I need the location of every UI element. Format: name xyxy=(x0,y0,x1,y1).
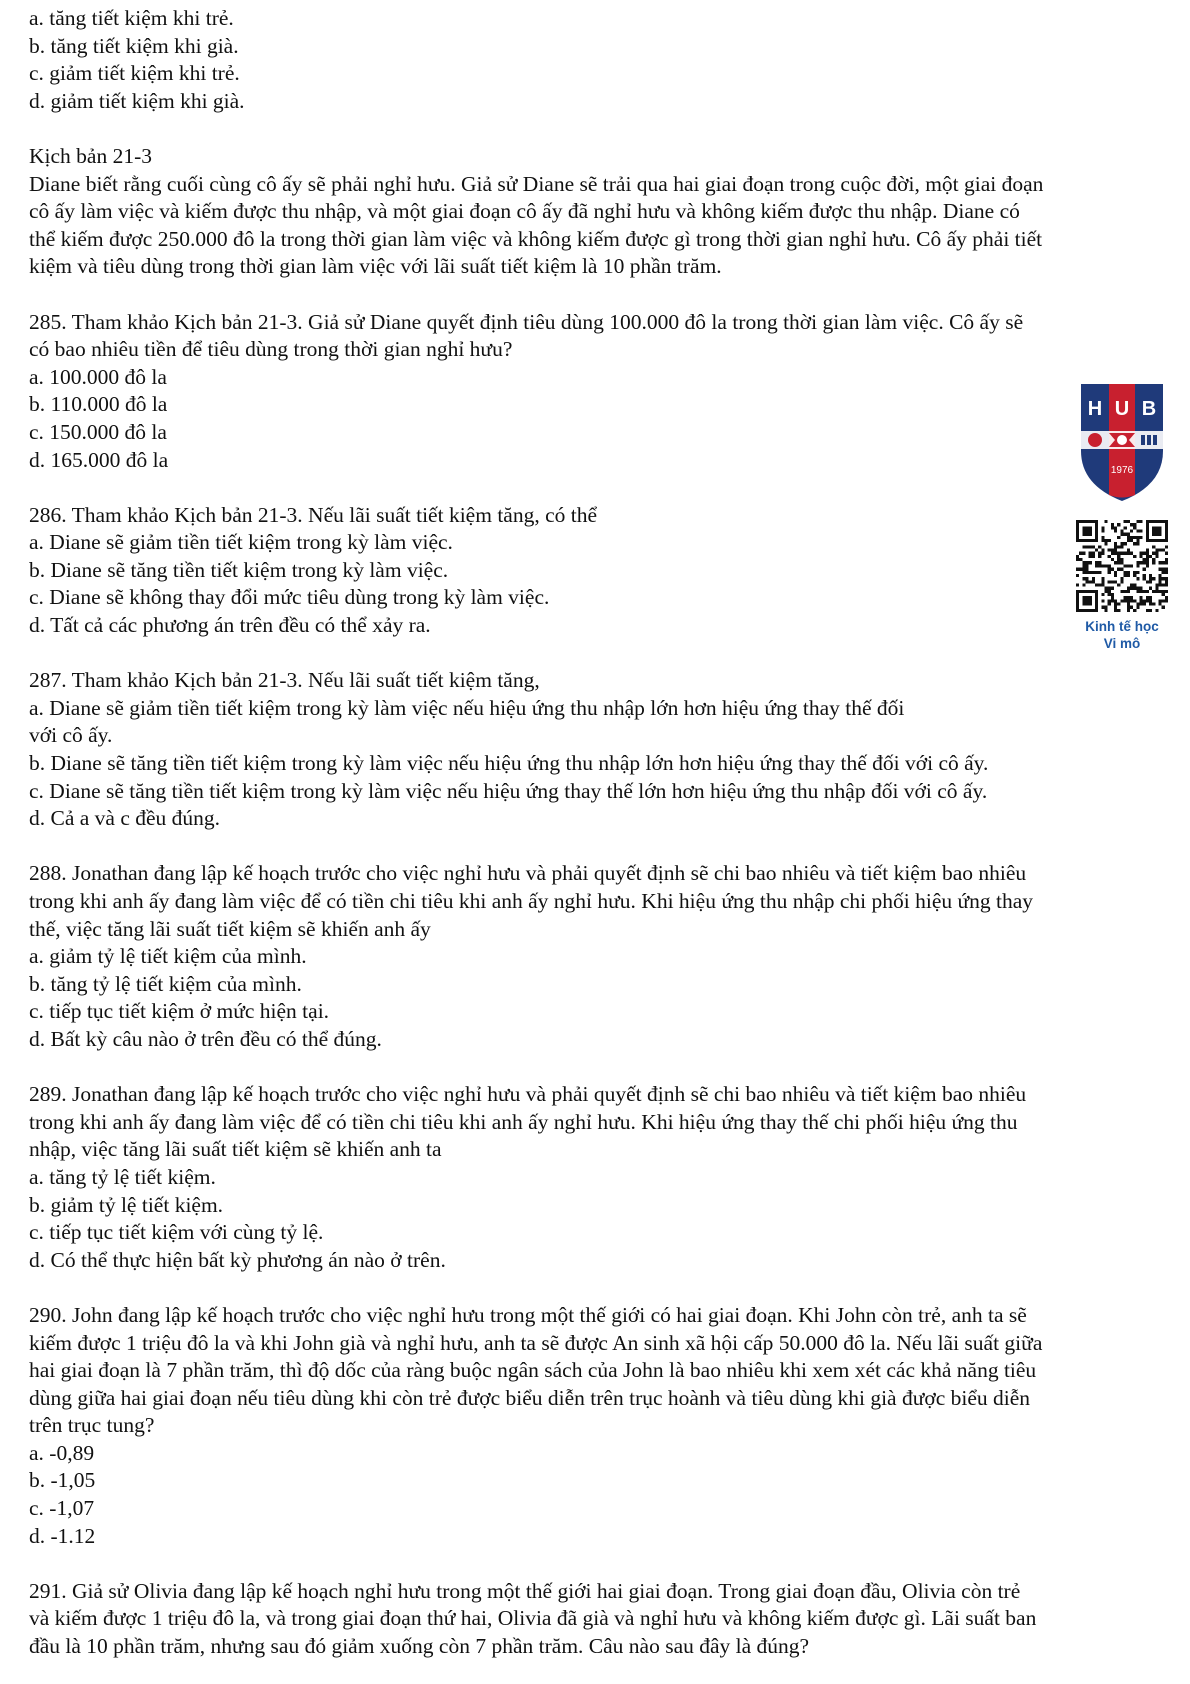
hub-logo-badge xyxy=(1073,373,1171,652)
spacer xyxy=(29,640,1179,668)
option-b: b. -1,05 xyxy=(29,1468,96,1493)
option-d: d. Có thể thực hiện bất kỳ phương án nào ở trên. xyxy=(29,1247,446,1272)
logo-caption-line-1: Kinh tế học xyxy=(1085,619,1159,634)
question-text: dùng giữa hai giai đoạn nếu tiêu dùng khi còn trẻ được biểu diễn trên trục hoành và tiêu dùng khi già được biểu diễn xyxy=(29,1385,1031,1410)
question-text: trong khi anh ấy đang làm việc để có tiền chi tiêu khi anh ấy nghỉ hưu. Khi hiệu ứng thu nhập chi phối hiệu ứng thay xyxy=(29,889,1034,913)
logo-letter-u: U xyxy=(1114,398,1130,420)
logo-year: 1976 xyxy=(1110,465,1134,476)
scenario-line: Diane biết rằng cuối cùng cô ấy sẽ phải nghỉ hưu. Giả sử Diane sẽ trải qua hai giai đoạn trong cuộc đời, một giai đoạn xyxy=(29,171,1044,196)
spacer xyxy=(29,115,1179,143)
option-d: d. Cả a và c đều đúng. xyxy=(29,806,221,831)
scenario-title: Kịch bản 21-3 xyxy=(29,143,152,168)
option-c: c. -1,07 xyxy=(29,1496,95,1521)
question-text: 285. Tham khảo Kịch bản 21-3. Giả sử Diane quyết định tiêu dùng 100.000 đô la trong thời gian làm việc. Cô ấy sẽ xyxy=(29,309,1024,334)
question-285 xyxy=(29,309,1179,475)
option-a: a. Diane sẽ giảm tiền tiết kiệm trong kỳ làm việc. xyxy=(29,530,453,555)
scenario-line: thể kiếm được 250.000 đô la trong thời gian làm việc và không kiếm được gì trong thời gian nghỉ hưu. Cô ấy phải tiết xyxy=(29,226,1043,251)
option-a-continued: với cô ấy. xyxy=(29,723,113,748)
question-text: nhập, việc tăng lãi suất tiết kiệm sẽ khiến anh ta xyxy=(29,1137,442,1162)
question-text: 286. Tham khảo Kịch bản 21-3. Nếu lãi suất tiết kiệm tăng, có thể xyxy=(29,502,598,527)
question-text: có bao nhiêu tiền để tiêu dùng trong thời gian nghỉ hưu? xyxy=(29,337,513,362)
logo-caption xyxy=(1085,618,1159,652)
option-c: c. 150.000 đô la xyxy=(29,419,167,444)
spacer xyxy=(29,1550,1179,1578)
option-a: a. tăng tiết kiệm khi trẻ. xyxy=(29,6,234,30)
hub-shield-logo-icon xyxy=(1077,373,1167,505)
spacer xyxy=(29,281,1179,309)
qr-code-icon xyxy=(1076,520,1168,612)
option-b: b. Diane sẽ tăng tiền tiết kiệm trong kỳ làm việc nếu hiệu ứng thu nhập lớn hơn hiệu ứng thay thế đối với cô ấy. xyxy=(29,751,989,776)
question-text: và kiếm được 1 triệu đô la, và trong giai đoạn thứ hai, Olivia đã già và nghỉ hưu và không kiếm được gì. Lãi suất ban xyxy=(29,1606,1037,1631)
option-b: b. Diane sẽ tăng tiền tiết kiệm trong kỳ làm việc. xyxy=(29,557,449,582)
spacer xyxy=(29,1054,1179,1082)
option-a: a. tăng tỷ lệ tiết kiệm. xyxy=(29,1164,216,1189)
question-text: 290. John đang lập kế hoạch trước cho việc nghỉ hưu trong một thế giới có hai giai đoạn. Khi John còn trẻ, anh ta sẽ xyxy=(29,1302,1027,1327)
option-c: c. giảm tiết kiệm khi trẻ. xyxy=(29,61,240,86)
question-text: kiếm được 1 triệu đô la và khi John già và nghỉ hưu, anh ta sẽ được An sinh xã hội cấp 50.000 đô la. Nếu lãi suất giữa xyxy=(29,1330,1043,1355)
question-289 xyxy=(29,1081,1179,1274)
option-a: a. giảm tỷ lệ tiết kiệm của mình. xyxy=(29,944,307,969)
logo-letter-b: B xyxy=(1141,398,1157,420)
option-b: b. giảm tỷ lệ tiết kiệm. xyxy=(29,1192,224,1217)
option-b: b. tăng tỷ lệ tiết kiệm của mình. xyxy=(29,971,302,996)
question-text: trên trục tung? xyxy=(29,1413,155,1438)
question-text: hai giai đoạn là 7 phần trăm, thì độ dốc của ràng buộc ngân sách của John là bao nhiêu khi xem xét các khả năng tiêu xyxy=(29,1358,1037,1383)
scenario-line: kiệm và tiêu dùng trong thời gian làm việc với lãi suất tiết kiệm là 10 phần trăm. xyxy=(29,254,722,279)
scenario-line: cô ấy làm việc và kiếm được thu nhập, và một giai đoạn cô ấy đã nghỉ hưu và không kiếm được thu nhập. Diane có xyxy=(29,199,1020,224)
option-a: a. 100.000 đô la xyxy=(29,364,167,389)
option-d: d. 165.000 đô la xyxy=(29,447,169,472)
question-text: đầu là 10 phần trăm, nhưng sau đó giảm xuống còn 7 phần trăm. Câu nào sau đây là đúng? xyxy=(29,1634,810,1659)
option-d: d. -1.12 xyxy=(29,1523,96,1548)
scenario-21-3 xyxy=(29,143,1179,281)
question-288 xyxy=(29,860,1179,1053)
options-block-top xyxy=(29,5,1179,115)
question-text: trong khi anh ấy đang làm việc để có tiền chi tiêu khi anh ấy nghỉ hưu. Khi hiệu ứng thay thế chi phối hiệu ứng thu xyxy=(29,1109,1018,1134)
option-a: a. -0,89 xyxy=(29,1440,95,1465)
question-290 xyxy=(29,1302,1179,1550)
logo-caption-line-2: Vi mô xyxy=(1103,636,1141,651)
option-c: c. tiếp tục tiết kiệm ở mức hiện tại. xyxy=(29,999,330,1024)
spacer xyxy=(29,474,1179,502)
option-d: d. Bất kỳ câu nào ở trên đều có thể đúng. xyxy=(29,1026,382,1051)
spacer xyxy=(29,833,1179,861)
question-text: 287. Tham khảo Kịch bản 21-3. Nếu lãi suất tiết kiệm tăng, xyxy=(29,668,540,693)
option-b: b. tăng tiết kiệm khi già. xyxy=(29,33,239,58)
option-c: c. Diane sẽ không thay đổi mức tiêu dùng trong kỳ làm việc. xyxy=(29,585,550,610)
question-text: 289. Jonathan đang lập kế hoạch trước cho việc nghỉ hưu và phải quyết định sẽ chi bao nhiêu và tiết kiệm bao nhiêu xyxy=(29,1082,1027,1107)
document-content xyxy=(29,5,1179,1661)
option-c: c. Diane sẽ tăng tiền tiết kiệm trong kỳ làm việc nếu hiệu ứng thay thế lớn hơn hiệu ứng thu nhập đối với cô ấy. xyxy=(29,778,988,803)
option-d: d. giảm tiết kiệm khi già. xyxy=(29,88,245,113)
option-d: d. Tất cả các phương án trên đều có thể xảy ra. xyxy=(29,613,431,638)
question-text: 291. Giả sử Olivia đang lập kế hoạch nghỉ hưu trong một thế giới hai giai đoạn. Trong giai đoạn đầu, Olivia còn trẻ xyxy=(29,1578,1021,1603)
question-287 xyxy=(29,667,1179,833)
spacer xyxy=(29,1274,1179,1302)
option-c: c. tiếp tục tiết kiệm với cùng tỷ lệ. xyxy=(29,1220,324,1245)
question-291 xyxy=(29,1578,1179,1661)
question-text: 288. Jonathan đang lập kế hoạch trước cho việc nghỉ hưu và phải quyết định sẽ chi bao nhiêu và tiết kiệm bao nhiêu xyxy=(29,861,1027,886)
question-text: thế, việc tăng lãi suất tiết kiệm sẽ khiến anh ấy xyxy=(29,916,431,941)
logo-letter-h: H xyxy=(1087,398,1103,420)
option-b: b. 110.000 đô la xyxy=(29,392,168,417)
option-a: a. Diane sẽ giảm tiền tiết kiệm trong kỳ làm việc nếu hiệu ứng thu nhập lớn hơn hiệu ứng thay thế đối xyxy=(29,695,905,720)
question-286 xyxy=(29,502,1179,640)
